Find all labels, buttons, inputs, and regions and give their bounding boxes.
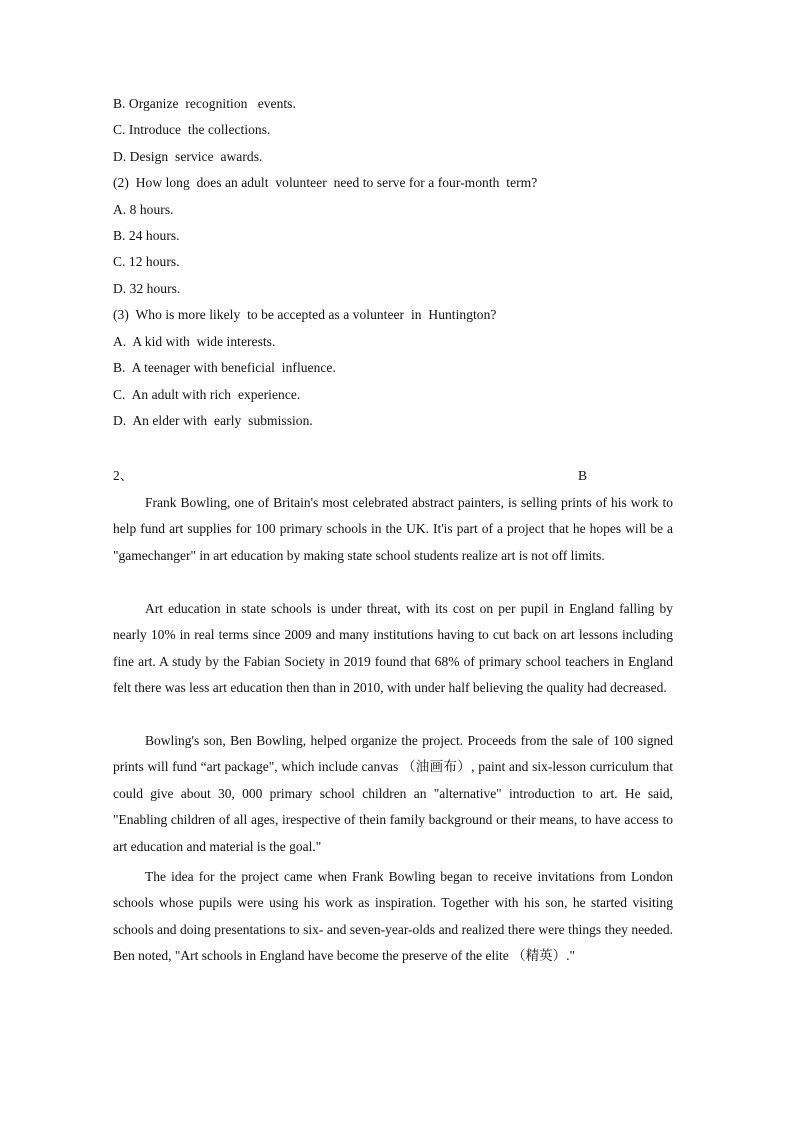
q3-option-c: C. An adult with rich experience.: [113, 387, 301, 402]
q2-option-a: A. 8 hours.: [113, 202, 174, 217]
passage-paragraph-1: Frank Bowling, one of Britain's most celebrated abstract painters, is selling prints of his work to help fund art supplies for 100 primary schools in the UK. It'is part of a project that he hopes will be a "gamechanger" in art education by making state school students realize art is not off limits.: [113, 495, 673, 563]
q1-option-b: B. Organize recognition events.: [113, 96, 296, 111]
q2-option-c: C. 12 hours.: [113, 254, 180, 269]
section-letter: B: [577, 468, 587, 483]
passage-paragraph-4: The idea for the project came when Frank Bowling began to receive invitations from London schools whose pupils were using his work as inspiration. Together with his son, he started visiting schools and doing presentations to six- and seven-year-olds and realized there were things they needed. Ben noted, "Art schools in England have become the preserve of the elite （精英）.": [113, 869, 673, 964]
section-heading: [113, 467, 587, 485]
q1-option-d: D. Design service awards.: [113, 149, 263, 164]
section-number: 2、: [113, 468, 134, 483]
q3-option-b: B. A teenager with beneficial influence.: [113, 360, 336, 375]
q3-option-d: D. An elder with early submission.: [113, 413, 313, 428]
q2-question: (2) How long does an adult volunteer need to serve for a four-month term?: [113, 175, 538, 190]
q2-option-b: B. 24 hours.: [113, 228, 180, 243]
q3-question: (3) Who is more likely to be accepted as a volunteer in Huntington?: [113, 307, 497, 322]
q2-option-d: D. 32 hours.: [113, 281, 181, 296]
passage-paragraph-3: Bowling's son, Ben Bowling, helped organize the project. Proceeds from the sale of 100 signed prints will fund “art package", which include canvas （油画布）, paint and six-lesson curriculum that could give about 30, 000 primary school children an "alternative" introduction to art. He said, "Enabling children of all ages, irespective of thein family background or their means, to have access to art education and material is the goal.": [113, 733, 673, 854]
passage-paragraph-2: Art education in state schools is under threat, with its cost on per pupil in England falling by nearly 10% in real terms since 2009 and many institutions having to cut back on art lessons including fine art. A study by the Fabian Society in 2019 found that 68% of primary school teachers in England felt there was less art education then than in 2010, with under half believing the quality had decreased.: [113, 601, 673, 696]
q1-option-c: C. Introduce the collections.: [113, 122, 271, 137]
q3-option-a: A. A kid with wide interests.: [113, 334, 276, 349]
